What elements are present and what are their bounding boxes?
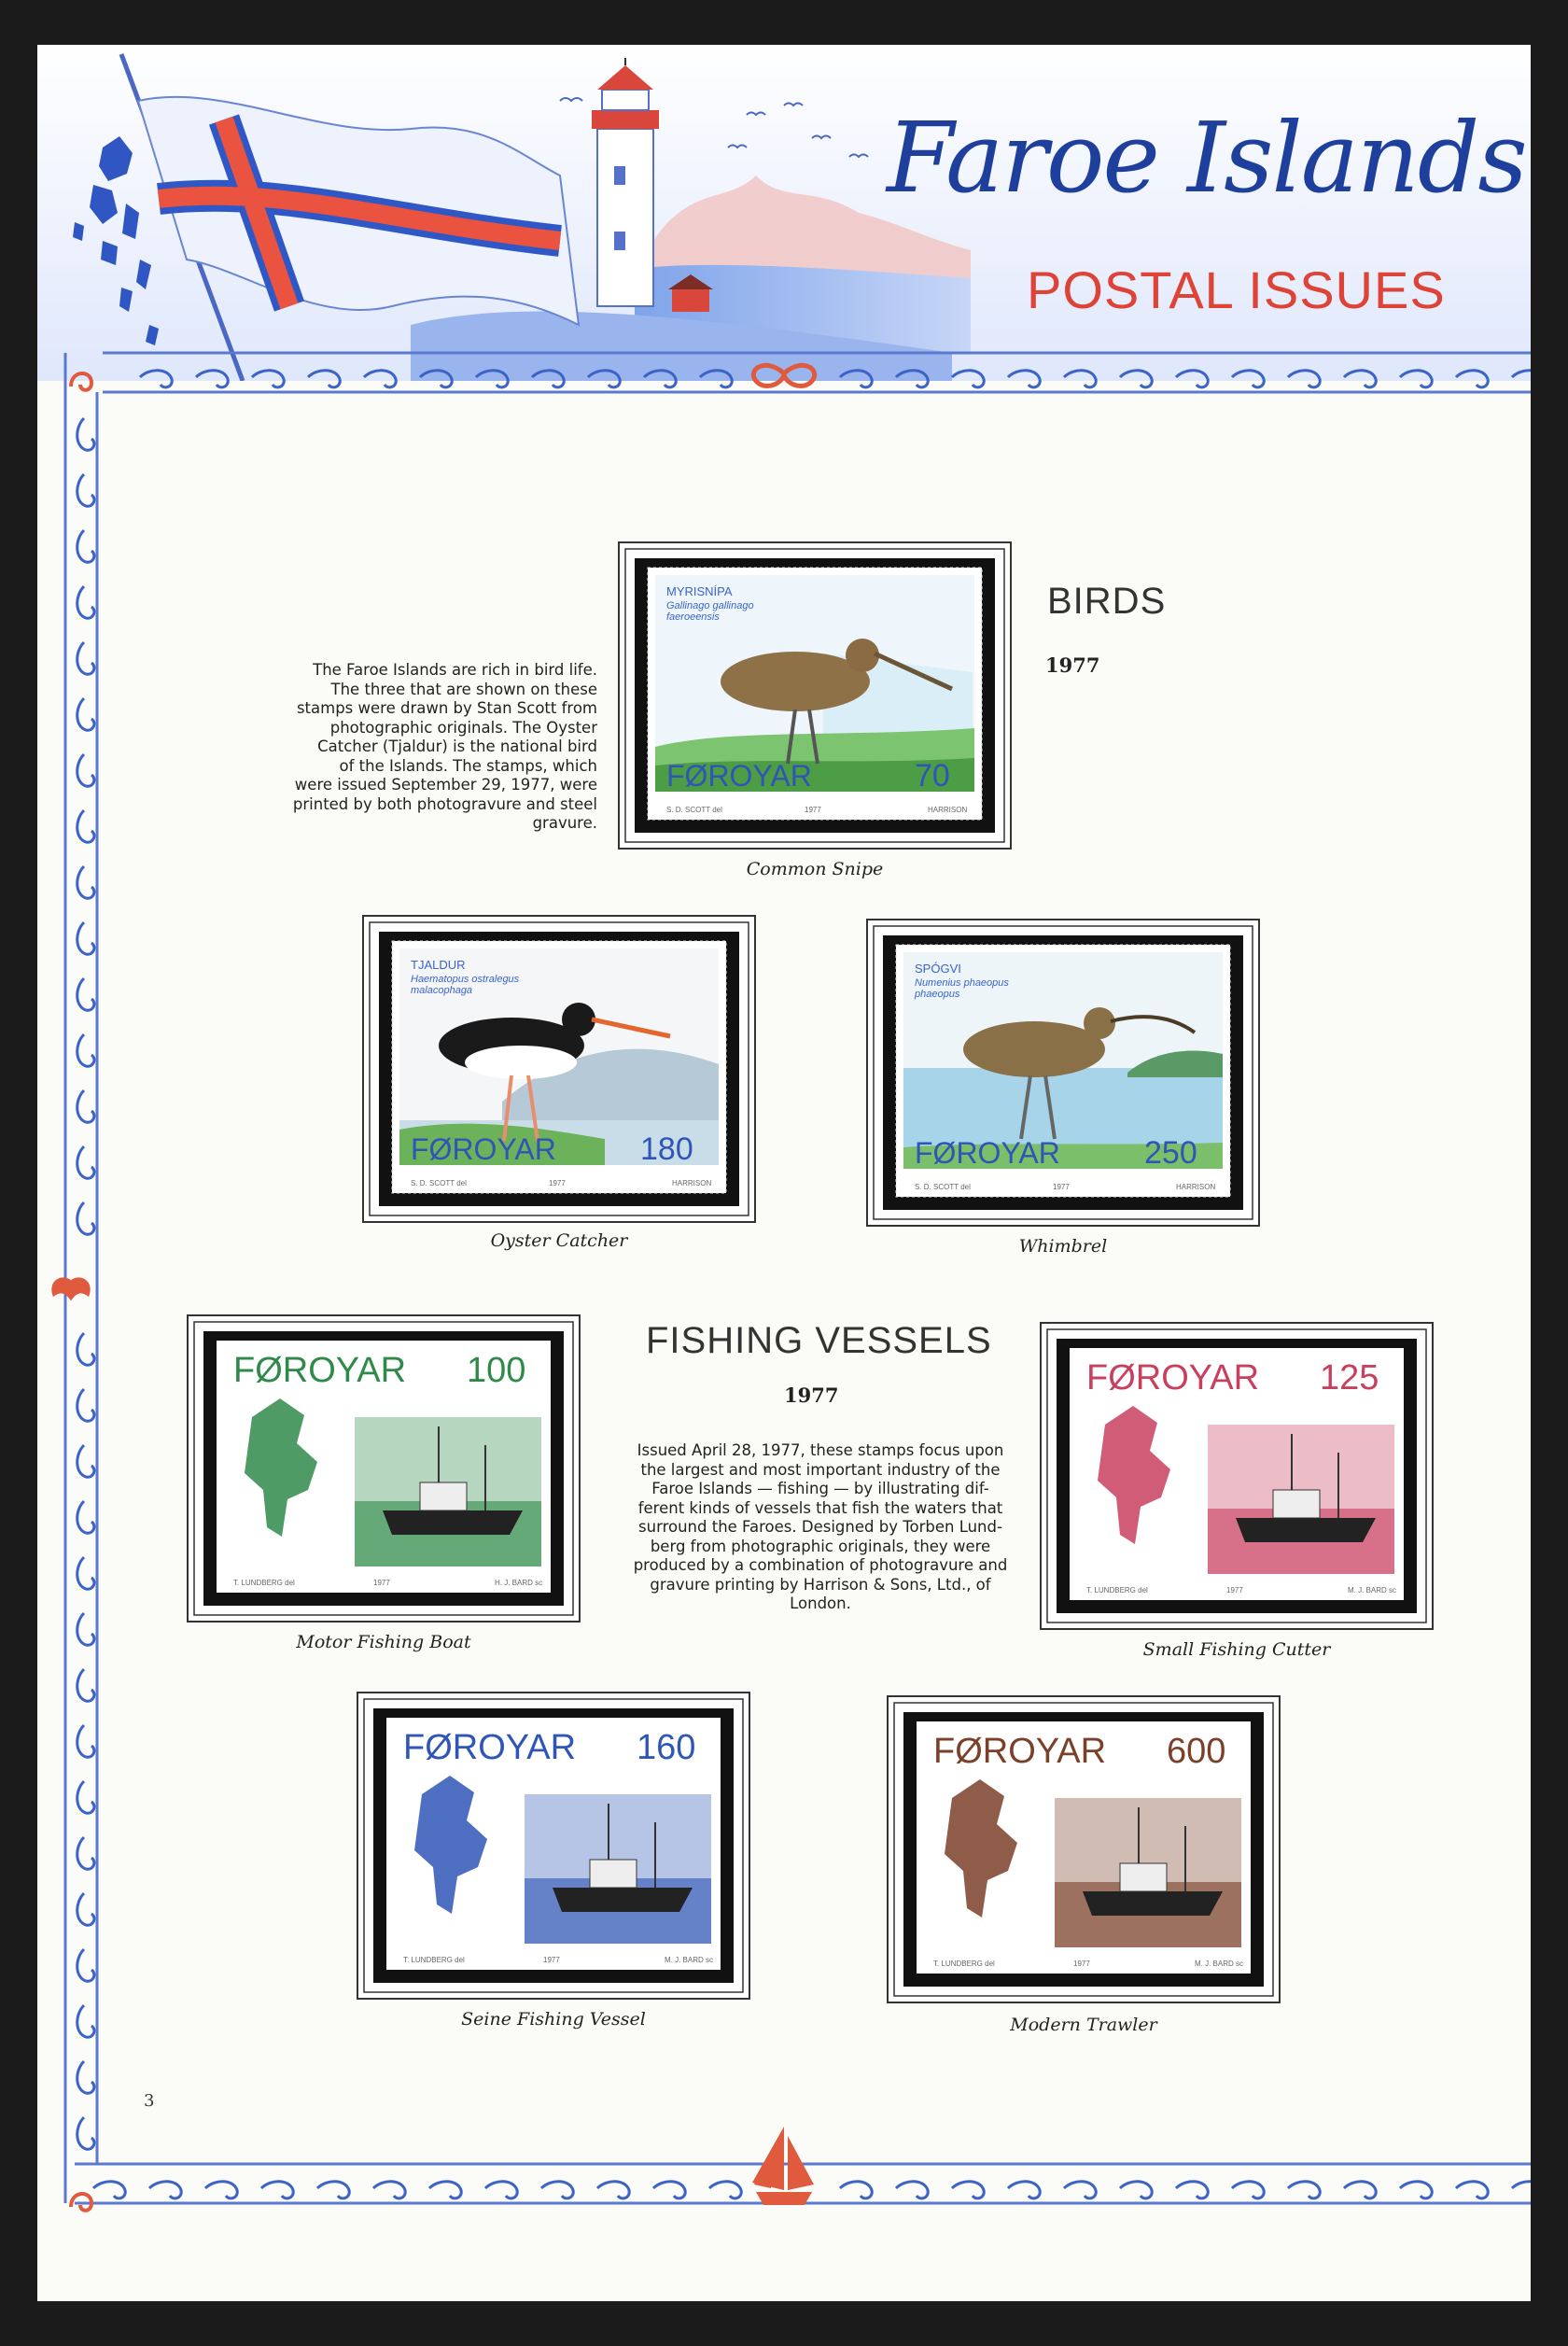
stamp-printer: M. J. BARD sc <box>665 1956 714 1964</box>
stamp-printer: M. J. BARD sc <box>1195 1960 1244 1968</box>
stamp-country: FØROYAR <box>933 1732 1107 1771</box>
stamp-name: MYRISNÍPA <box>666 584 733 598</box>
stamp-printer: HARRISON <box>928 806 968 814</box>
stamp-value: 70 <box>915 758 950 794</box>
description-line: berg from photographic originals, they were <box>650 1537 991 1555</box>
stamp-designer: S. D. SCOTT del <box>915 1183 971 1191</box>
stamp-latin: Haematopus ostralegus <box>411 974 520 985</box>
description-line: The three that are shown on these <box>330 680 597 698</box>
stamp-value: 250 <box>1144 1135 1197 1171</box>
stamp-country: FØROYAR <box>1086 1358 1260 1398</box>
stamp-designer: S. D. SCOTT del <box>411 1179 467 1187</box>
description-line: produced by a combination of photogravure and <box>633 1556 1008 1574</box>
album-page <box>37 45 1531 2301</box>
stamp-mount-oyster-catcher <box>362 915 756 1223</box>
stamp-mount-fishing <box>887 1695 1281 2003</box>
description-line: gravure. <box>532 814 597 832</box>
birds-title: BIRDS <box>1047 581 1167 622</box>
sailing-ship-icon <box>752 2127 814 2205</box>
page-number: 3 <box>144 2091 155 2111</box>
decorative-border <box>37 45 1531 2301</box>
description-line: were issued September 29, 1977, were <box>294 776 597 794</box>
description-line: Faroe Islands — fishing — by illustrating dif- <box>651 1480 989 1497</box>
stamp-year: 1977 <box>1053 1183 1070 1191</box>
stamp-designer: S. D. SCOTT del <box>666 806 722 814</box>
stamp-value: 125 <box>1320 1358 1379 1398</box>
stamp-caption: Common Snipe <box>746 859 884 879</box>
stamp-printer: H. J. BARD sc <box>495 1579 543 1587</box>
stamp-latin: phaeopus <box>915 989 960 1000</box>
stamp-mount-fishing <box>357 1692 750 2000</box>
stamp-caption: Oyster Catcher <box>490 1230 628 1251</box>
stamp-value: 160 <box>637 1728 696 1767</box>
stamp-designer: T. LUNDBERG del <box>403 1956 465 1964</box>
description-line: of the Islands. The stamps, which <box>339 756 597 775</box>
stamp-latin: Gallinago gallinago <box>666 600 754 611</box>
stamp-name: SPÓGVI <box>915 962 961 976</box>
stamp-country: FØROYAR <box>403 1728 577 1767</box>
description-line: ferent kinds of vessels that fish the waters that <box>637 1498 1003 1517</box>
fishing-description <box>601 1441 1040 1614</box>
stamp-caption: Small Fishing Cutter <box>1142 1639 1331 1660</box>
fishing-title: FISHING VESSELS <box>646 1320 992 1361</box>
stamp-caption: Whimbrel <box>1018 1236 1108 1257</box>
stamp-latin: malacophaga <box>411 985 473 996</box>
stamp-designer: T. LUNDBERG del <box>1086 1586 1148 1594</box>
stamp-country: FØROYAR <box>411 1132 556 1166</box>
stamp-latin: Numenius phaeopus <box>915 977 1009 989</box>
stamp-year: 1977 <box>805 806 821 814</box>
stamp-caption: Seine Fishing Vessel <box>461 2009 646 2030</box>
description-line: printed by both photogravure and steel <box>292 794 597 813</box>
page-subtitle: POSTAL ISSUES <box>1027 260 1446 319</box>
stamp-mount-fishing <box>1040 1322 1434 1630</box>
stamp-printer: M. J. BARD sc <box>1348 1586 1397 1594</box>
description-line: surround the Faroes. Designed by Torben Lund- <box>638 1518 1002 1536</box>
stamp-value: 100 <box>467 1351 526 1390</box>
description-line: The Faroe Islands are rich in bird life. <box>313 661 597 679</box>
stamp-year: 1977 <box>543 1956 560 1964</box>
description-line: Catcher (Tjaldur) is the national bird <box>317 738 597 755</box>
description-line: Issued April 28, 1977, these stamps focus upon <box>637 1441 1004 1459</box>
stamp-year: 1977 <box>373 1579 390 1587</box>
stamp-latin: faeroeensis <box>666 611 720 623</box>
stamp-year: 1977 <box>1073 1960 1090 1968</box>
stamp-printer: HARRISON <box>1176 1183 1216 1191</box>
stamp-value: 180 <box>640 1131 693 1167</box>
description-line: photographic originals. The Oyster <box>329 718 597 737</box>
stamp-caption: Motor Fishing Boat <box>296 1632 471 1652</box>
page-title-script: Faroe Islands <box>887 101 1526 215</box>
stamp-designer: T. LUNDBERG del <box>233 1579 295 1587</box>
stamp-mount-common-snipe <box>618 541 1012 850</box>
birds-year: 1977 <box>1045 653 1100 677</box>
description-line: gravure printing by Harrison & Sons, Ltd., of <box>650 1575 991 1594</box>
fishing-year: 1977 <box>784 1384 839 1407</box>
description-line: stamps were drawn by Stan Scott from <box>296 699 597 717</box>
stamp-year: 1977 <box>1226 1586 1243 1594</box>
stamp-mount-fishing <box>187 1314 581 1623</box>
stamp-mount-whimbrel <box>866 919 1260 1227</box>
description-line: London. <box>790 1594 851 1612</box>
stamp-value: 600 <box>1167 1732 1226 1771</box>
birds-description <box>243 661 597 834</box>
stamp-country: FØROYAR <box>666 759 812 793</box>
description-line: the largest and most important industry of the <box>640 1460 1001 1479</box>
stamp-year: 1977 <box>549 1179 566 1187</box>
stamp-caption: Modern Trawler <box>1010 2015 1157 2035</box>
stamp-name: TJALDUR <box>411 958 466 972</box>
stamp-country: FØROYAR <box>233 1351 407 1390</box>
stamp-country: FØROYAR <box>915 1136 1060 1170</box>
stamp-printer: HARRISON <box>672 1179 712 1187</box>
stamp-designer: T. LUNDBERG del <box>933 1960 995 1968</box>
